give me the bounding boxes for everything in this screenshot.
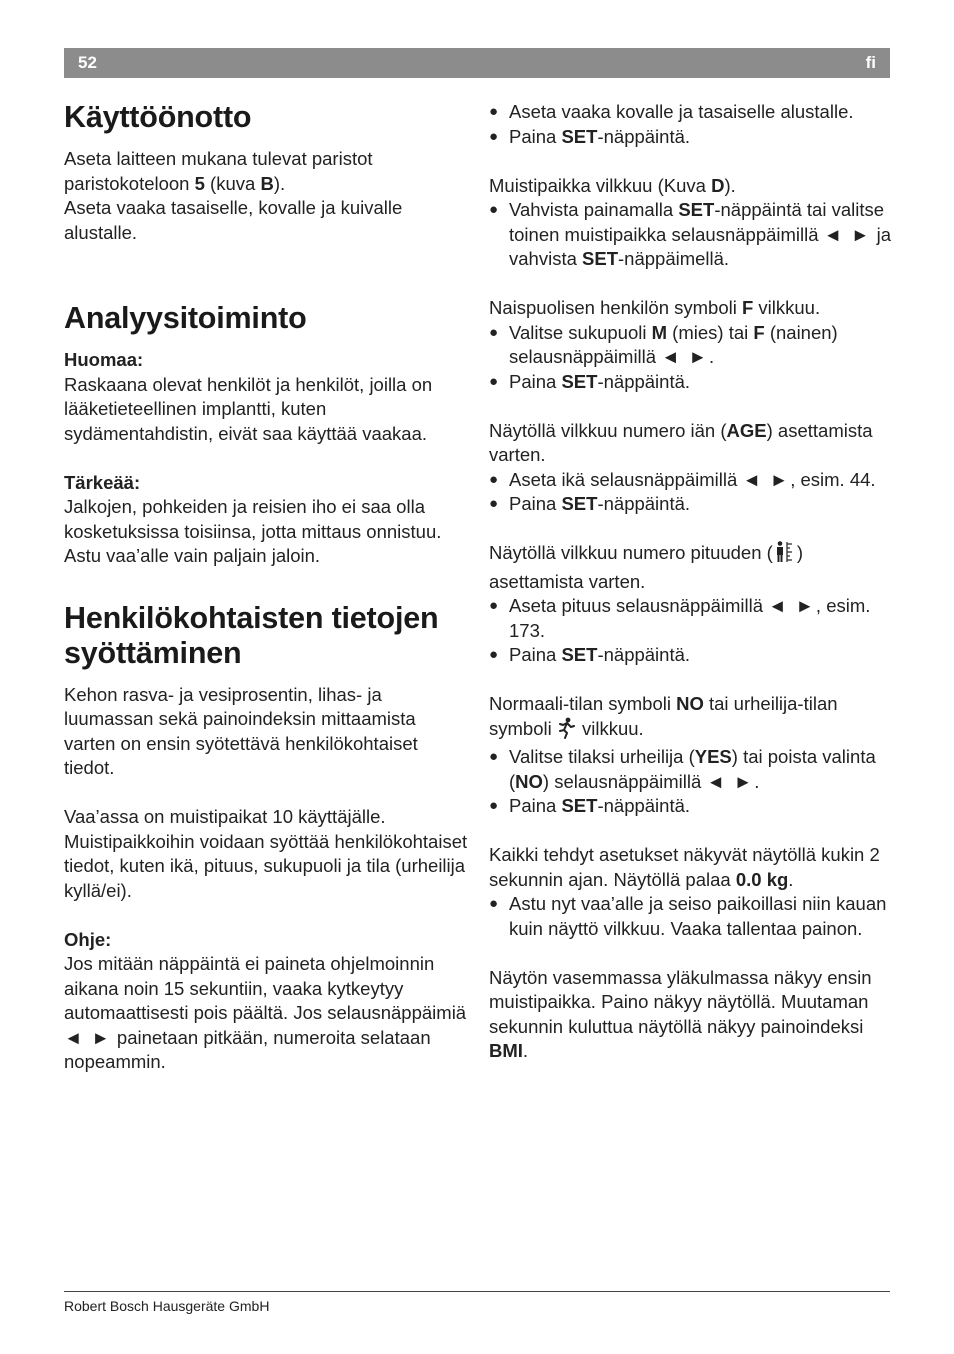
bullet-place-scale: ● Aseta vaaka kovalle ja tasaiselle alustalle. [489,100,894,125]
scroll-arrows-icon: ◄ ► [742,468,791,490]
bullet-press-set: ● Paina SET-näppäintä. [489,370,894,395]
scroll-arrows-icon: ◄ ► [64,1026,112,1048]
footer-divider [64,1291,890,1292]
bullet-select-gender: ● Valitse sukupuoli M (mies) tai F (nainen) selausnäppäimillä ◄ ►. [489,321,894,370]
scroll-arrows-icon: ◄ ► [823,223,872,245]
bullet-press-set: ● Paina SET-näppäintä. [489,125,894,150]
memory-slots-text: Vaa’assa on muistipaikat 10 käyttäjälle. Muistipaikkoihin voidaan syöttää henkilökohtaiset tiedot, kuten ikä, pituus, sukupuoli ja tila (urheilija kyllä/ei). [64,806,468,901]
tip-label: Ohje: [64,928,112,950]
bullet-select-mode: ● Valitse tilaksi urheilija (YES) tai poista valinta (NO) selausnäppäimillä ◄ ►. [489,745,894,794]
settings-summary: Kaikki tehdyt asetukset näkyvät näytöllä kukin 2 sekunnin ajan. Näytöllä palaa 0.0 kg. [489,844,880,890]
note-text: Raskaana olevat henkilöt ja henkilöt, joilla on lääketieteellinen implantti, kuten sydämentahdistin, eivät saa käyttää vaakaa. [64,373,433,444]
personal-data-intro: Kehon rasva- ja vesiprosentin, lihas- ja luumassan sekä painoindeksin mittaamista varten on ensin syötettävä henkilökohtaiset tiedot. [64,683,418,778]
female-symbol-blinks: Naispuolisen henkilön symboli F vilkkuu. [489,297,821,318]
page-header-bar [64,48,890,78]
setup-paragraph-placement: Aseta vaaka tasaiselle, kovalle ja kuivalle alustalle. [64,197,403,243]
bullet-set-age: ● Aseta ikä selausnäppäimillä ◄ ►, esim. 44. [489,468,894,493]
important-label: Tärkeää: [64,471,141,493]
section-title-personal-data: Henkilökohtaisten tietojen syöttäminen [64,600,439,670]
bullet-confirm-slot: ● Vahvista painamalla SET-näppäintä tai valitse toinen muistipaikka selausnäppäimillä ◄ ► ja vahvista SET-näppäimellä. [489,198,894,272]
left-column [64,100,469,1075]
page-number: 52 [78,53,97,72]
height-person-icon [773,541,797,570]
important-text: Jalkojen, pohkeiden ja reisien iho ei saa olla kosketuksissa toisiinsa, jotta mittaus onnistuu. Astu vaa’alle vain paljain jaloin. [64,496,442,566]
height-blinks: Näytöllä vilkkuu numero pituuden ( ) asettamista varten. [489,542,803,592]
note-label: Huomaa: [64,349,144,370]
language-code: fi [865,53,876,72]
bullet-step-on-scale: ● Astu nyt vaa’alle ja seiso paikoillasi niin kauan kuin näyttö vilkkuu. Vaaka tallentaa painon. [489,892,894,941]
running-person-icon [557,717,577,746]
mode-symbol-blinks: Normaali-tilan symboli NO tai urheilija-tilan symboli vilkkuu. [489,692,894,745]
scroll-arrows-icon: ◄ ► [768,595,816,616]
scroll-arrows-icon: ◄ ► [706,770,755,792]
section-title-analysis: Analyysitoiminto [64,301,307,335]
right-column [489,100,894,1064]
tip-text: Jos mitään näppäintä ei paineta ohjelmoinnin aikana noin 15 sekuntiin, vaaka kytkeytyy automaattisesti pois päältä. Jos selausnäppäimiä ◄ ► painetaan pitkään, numeroita selataan nopeammin. [64,953,467,1072]
section-title-setup: Käyttöönotto [64,100,252,134]
footer-company: Robert Bosch Hausgeräte GmbH [64,1298,270,1314]
bullet-press-set: ● Paina SET-näppäintä. [489,643,894,668]
bullet-press-set: ● Paina SET-näppäintä. [489,794,894,819]
memory-slot-blinks: Muistipaikka vilkkuu (Kuva D). [489,174,736,196]
age-blinks: Näytöllä vilkkuu numero iän (AGE) asettamista varten. [489,419,873,465]
display-results-text: Näytön vasemmassa yläkulmassa näkyy ensin muistipaikka. Paino näkyy näytöllä. Muutaman sekunnin kuluttua näytöllä näkyy painoindeksi BMI. [489,966,872,1061]
bullet-press-set: ● Paina SET-näppäintä. [489,492,894,517]
scroll-arrows-icon: ◄ ► [661,346,709,367]
setup-paragraph-batteries: Aseta laitteen mukana tulevat paristot paristokoteloon 5 (kuva B). [64,148,373,194]
bullet-set-height: ● Aseta pituus selausnäppäimillä ◄ ►, esim. 173. [489,594,894,643]
